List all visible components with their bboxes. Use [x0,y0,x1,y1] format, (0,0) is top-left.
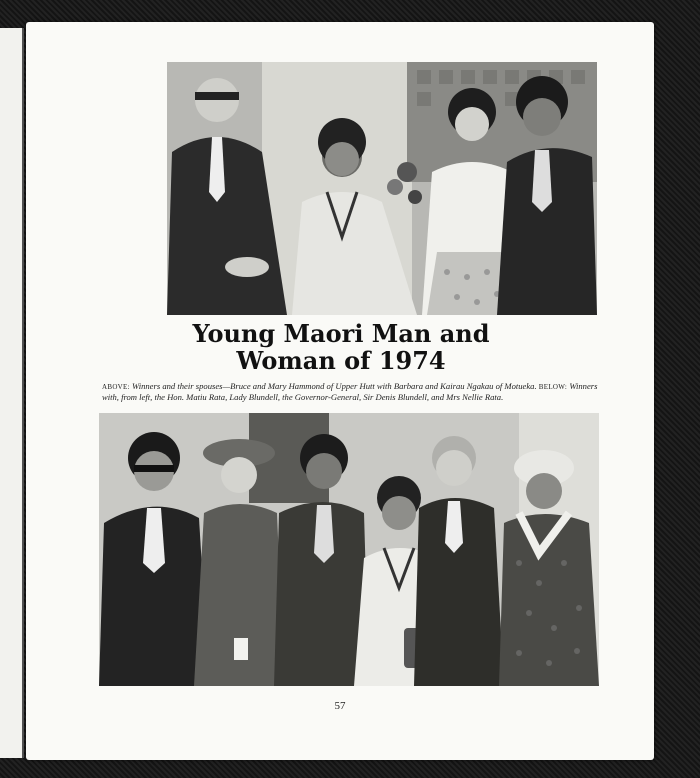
caption-below-label: BELOW: [538,383,568,391]
title-line-2: Woman of 1974 [236,346,446,375]
photo-caption [102,381,602,402]
top-photo [167,62,597,315]
bottom-photo [99,413,599,686]
article-title [126,320,556,374]
page-number: 57 [334,700,346,712]
bottom-photo-image [99,413,599,686]
caption-above-label: ABOVE: [102,383,130,391]
title-line-1: Young Maori Man and [192,319,490,348]
caption-above-text: Winners and their spouses—Bruce and Mary Hammond of Upper Hutt with Barbara and Kairau Ngakau of Motueka. [132,381,537,391]
left-page-edge [0,28,24,758]
top-photo-image [167,62,597,315]
caption-below-text: Winners with, from left, the Hon. Matiu Rata, Lady Blundell, the Governor-General, Sir Denis Blundell, and Mrs Nellie Rata. [102,381,598,402]
magazine-page [26,22,654,760]
